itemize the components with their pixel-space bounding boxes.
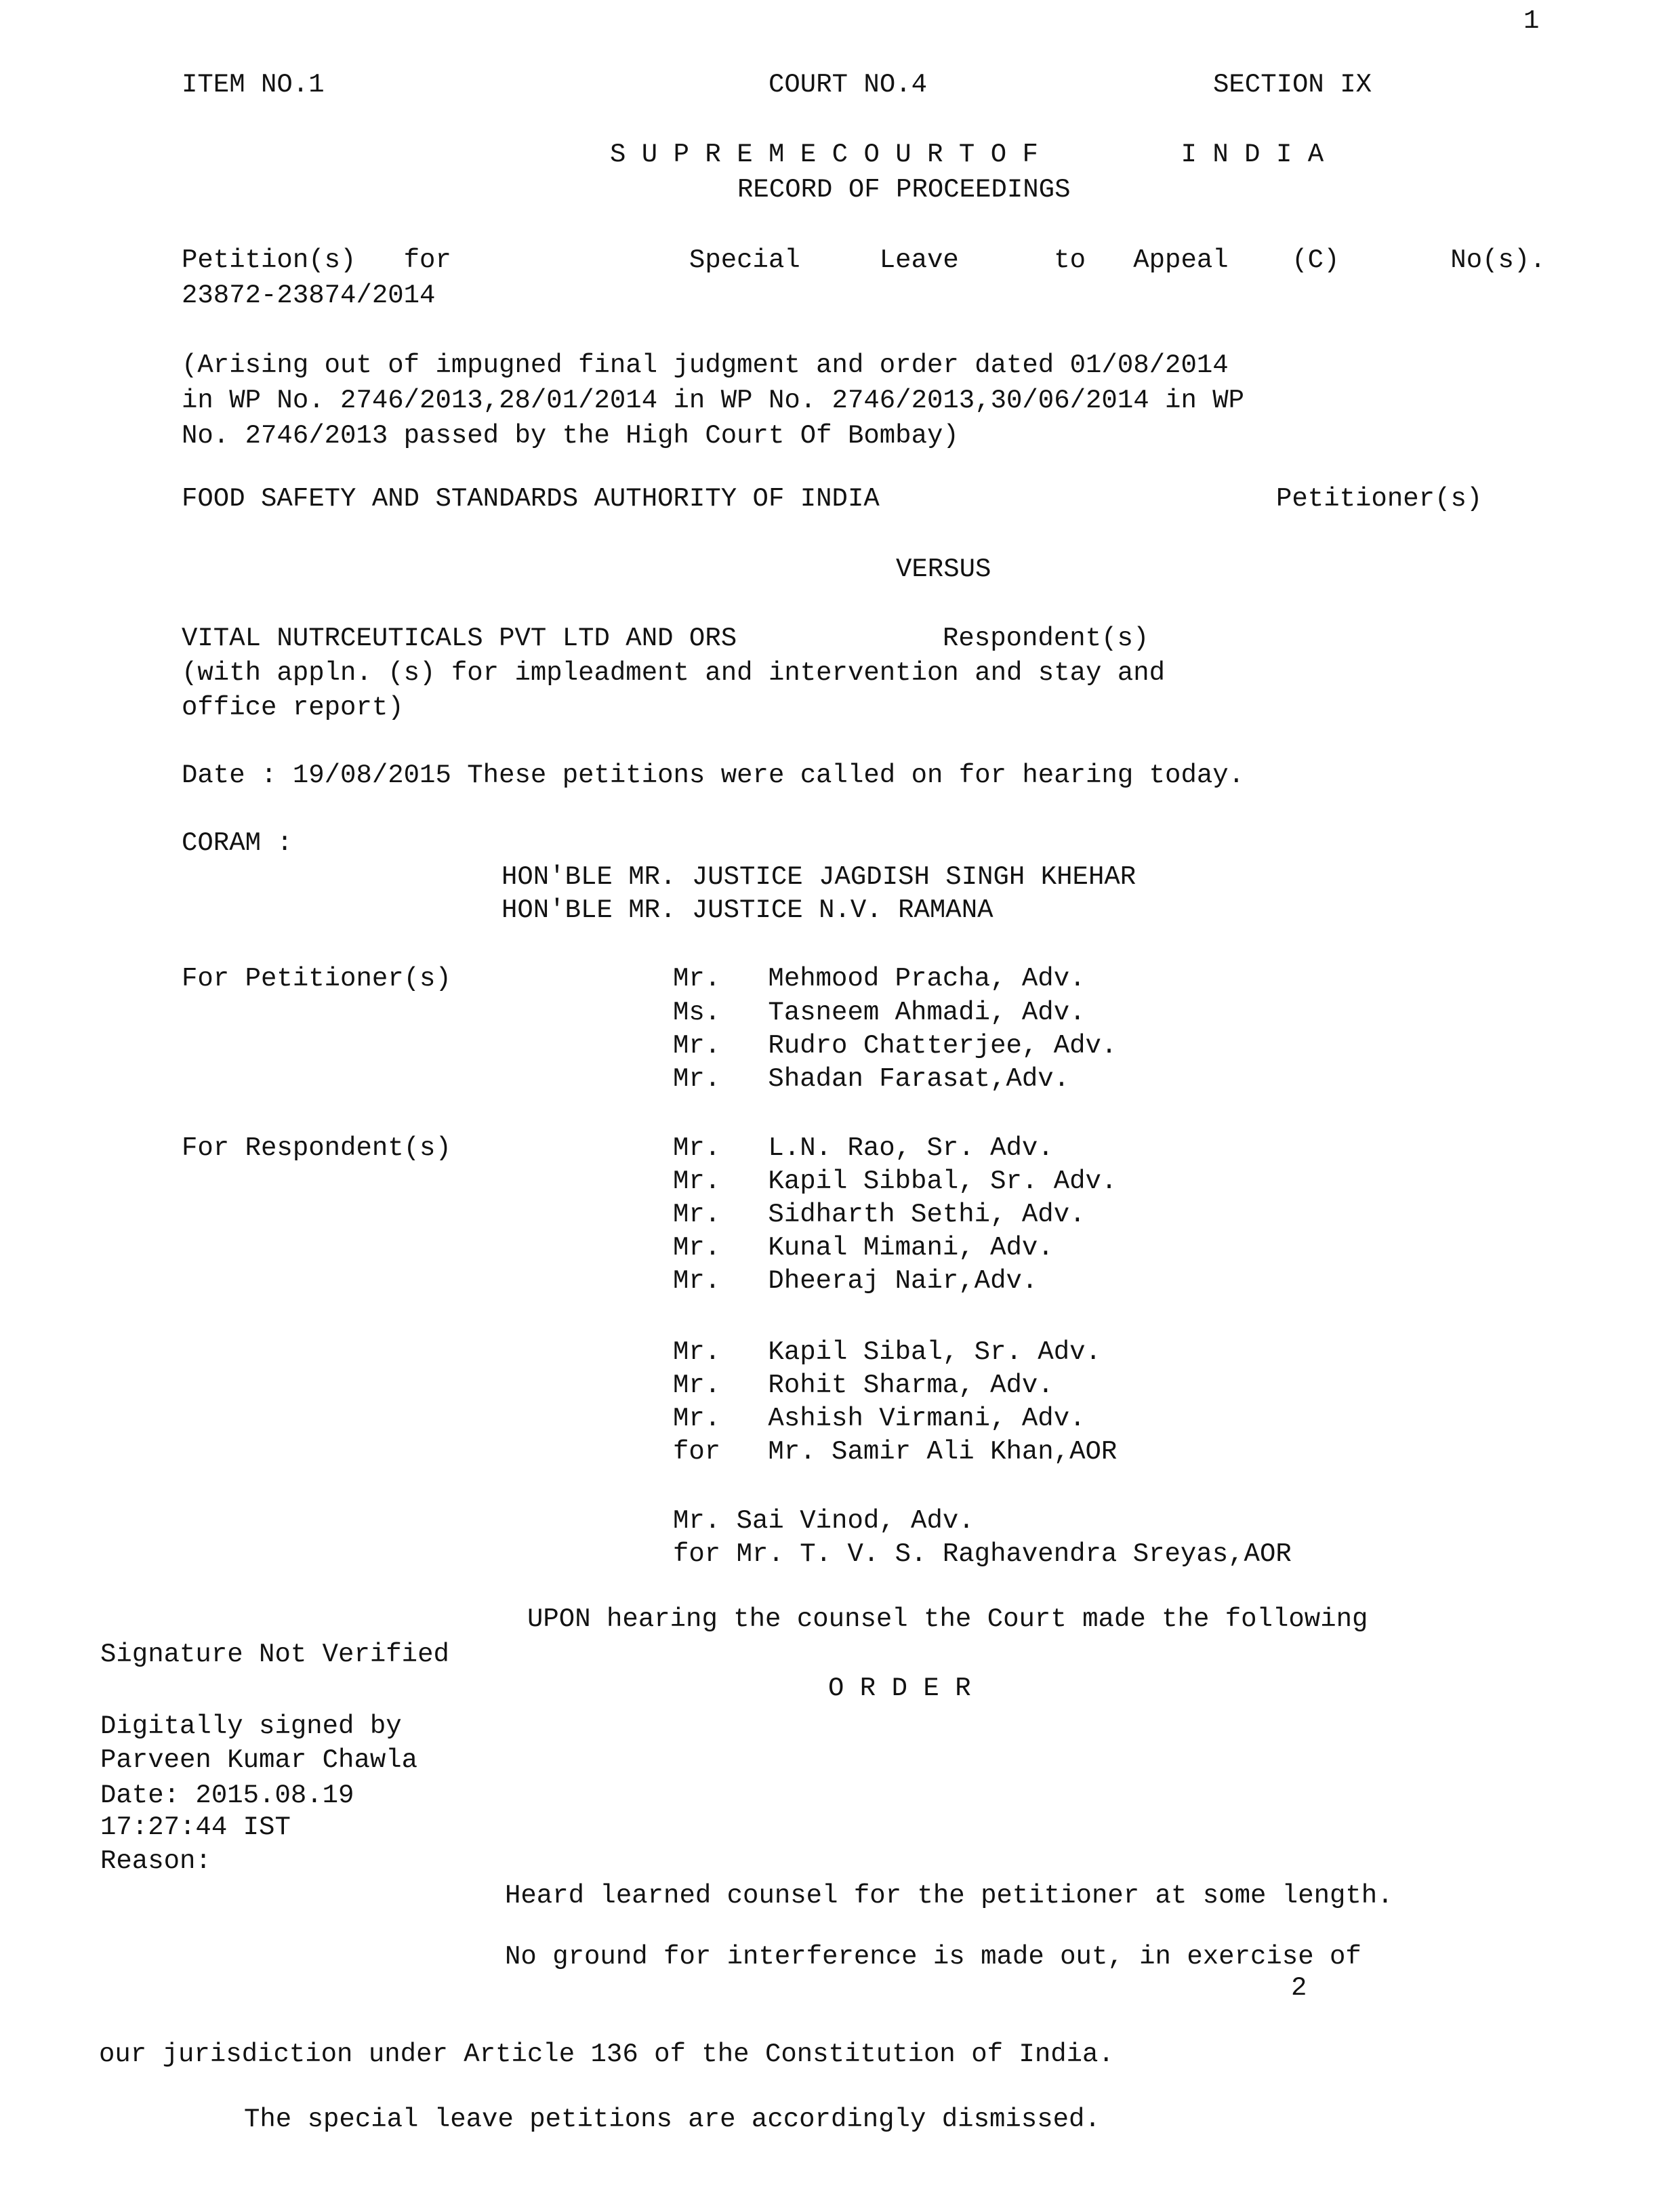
coram-judge-2: HON'BLE MR. JUSTICE N.V. RAMANA (501, 895, 993, 925)
arising-line-3: No. 2746/2013 passed by the High Court Of Bombay) (182, 421, 959, 451)
order-para-1: Heard learned counsel for the petitioner at some length. (505, 1881, 1393, 1911)
respondent-name: VITAL NUTRCEUTICALS PVT LTD AND ORS (182, 624, 737, 653)
signature-stamp-status: Signature Not Verified (100, 1640, 449, 1669)
upon-hearing-line: UPON hearing the counsel the Court made the following (527, 1604, 1368, 1634)
signature-stamp-signed-by: Digitally signed by (100, 1711, 402, 1741)
petition-numbers: 23872-23874/2014 (182, 281, 436, 310)
order-para-3: The special leave petitions are accordingly dismissed. (244, 2105, 1101, 2134)
application-line-1: (with appln. (s) for impleadment and intervention and stay and (182, 658, 1166, 688)
header-section: SECTION IX (1213, 70, 1372, 100)
order-para-2-continued: our jurisdiction under Article 136 of the Constitution of India. (99, 2039, 1114, 2069)
petitioner-counsel-3: Mr. Rudro Chatterjee, Adv. (673, 1031, 1118, 1061)
coram-judge-1: HON'BLE MR. JUSTICE JAGDISH SINGH KHEHAR (501, 862, 1136, 892)
signature-stamp-time: 17:27:44 IST (100, 1812, 291, 1842)
arising-line-2: in WP No. 2746/2013,28/01/2014 in WP No. 2746/2013,30/06/2014 in WP (182, 386, 1245, 415)
respondent-counsel-7: Mr. Rohit Sharma, Adv. (673, 1370, 1054, 1400)
petitioner-counsel-1: Mr. Mehmood Pracha, Adv. (673, 964, 1086, 994)
supreme-court-title: S U P R E M E C O U R T O F I N D I A (610, 140, 1324, 169)
respondent-counsel-9: Mr. Sai Vinod, Adv. (673, 1506, 975, 1536)
petitioner-counsel-4: Mr. Shadan Farasat,Adv. (673, 1064, 1070, 1094)
petitioner-counsel-2: Ms. Tasneem Ahmadi, Adv. (673, 998, 1086, 1028)
for-petitioner-label: For Petitioner(s) (182, 964, 451, 994)
respondent-counsel-aor-2: for Mr. T. V. S. Raghavendra Sreyas,AOR (673, 1539, 1292, 1569)
signature-stamp-date: Date: 2015.08.19 (100, 1781, 354, 1810)
record-of-proceedings-subtitle: RECORD OF PROCEEDINGS (737, 175, 1071, 205)
application-line-2: office report) (182, 693, 404, 723)
page-number-2: 2 (1291, 1973, 1307, 2003)
signature-stamp-reason: Reason: (100, 1846, 211, 1876)
petitioner-role: Petitioner(s) (1276, 484, 1483, 514)
respondent-counsel-2: Mr. Kapil Sibbal, Sr. Adv. (673, 1166, 1118, 1196)
page-number-1: 1 (1523, 6, 1540, 36)
respondent-counsel-8: Mr. Ashish Virmani, Adv. (673, 1404, 1086, 1434)
petition-caption-line: Petition(s) for Special Leave to Appeal (C) No(s). (182, 245, 1546, 275)
petitioner-name: FOOD SAFETY AND STANDARDS AUTHORITY OF INDIA (182, 484, 880, 514)
respondent-counsel-5: Mr. Dheeraj Nair,Adv. (673, 1266, 1038, 1296)
for-respondent-label: For Respondent(s) (182, 1133, 451, 1163)
hearing-date-line: Date : 19/08/2015 These petitions were called on for hearing today. (182, 760, 1245, 790)
order-heading: O R D E R (828, 1673, 971, 1703)
respondent-counsel-1: Mr. L.N. Rao, Sr. Adv. (673, 1133, 1054, 1163)
coram-label: CORAM : (182, 828, 293, 858)
respondent-counsel-aor-1: for Mr. Samir Ali Khan,AOR (673, 1437, 1118, 1467)
versus-label: VERSUS (896, 554, 991, 584)
header-court-no: COURT NO.4 (769, 70, 928, 100)
respondent-counsel-6: Mr. Kapil Sibal, Sr. Adv. (673, 1337, 1101, 1367)
respondent-counsel-4: Mr. Kunal Mimani, Adv. (673, 1233, 1054, 1263)
respondent-counsel-3: Mr. Sidharth Sethi, Adv. (673, 1200, 1086, 1230)
arising-line-1: (Arising out of impugned final judgment and order dated 01/08/2014 (182, 350, 1229, 380)
signature-stamp-signer-name: Parveen Kumar Chawla (100, 1745, 418, 1775)
respondent-role: Respondent(s) (943, 624, 1149, 653)
order-para-2: No ground for interference is made out, in exercise of (505, 1942, 1361, 1972)
header-item-no: ITEM NO.1 (182, 70, 325, 100)
